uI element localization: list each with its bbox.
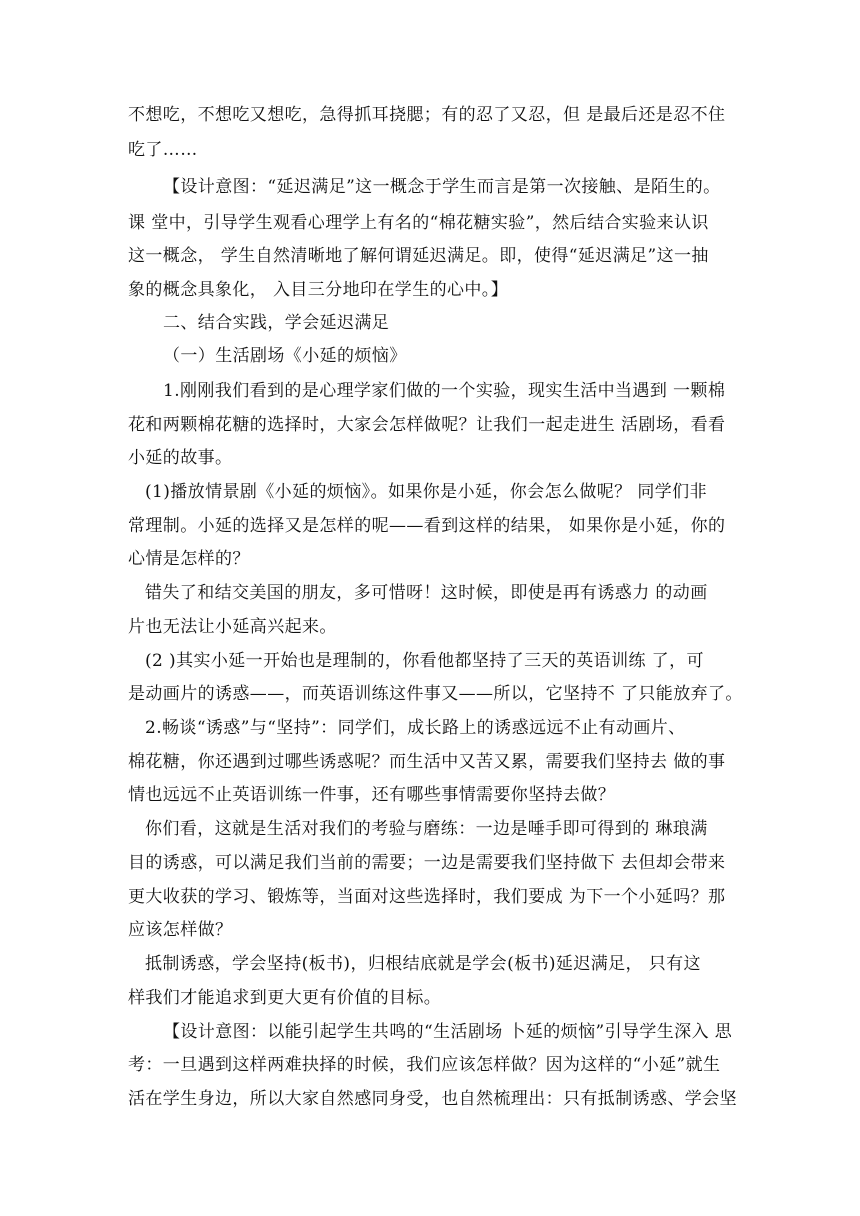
- text-line: 样我们才能追求到更大更有价值的目标。: [128, 988, 442, 1008]
- text-line: 更大收获的学习、锻炼等，当面对这些选择时，我们要成 为下一个小延吗？那: [128, 887, 726, 907]
- text-line: 不想吃，不想吃又想吃，急得抓耳挠腮；有的忍了又忍，但 是最后还是忍不住: [128, 105, 726, 125]
- text-line: 课 堂中，引导学生观看心理学上有名的“棉花糖实验”，然后结合实验来认识: [128, 213, 709, 233]
- text-line: 片也无法让小延高兴起来。: [128, 617, 337, 637]
- text-line: 1.刚刚我们看到的是心理学家们做的一个实验，现实生活中当遇到 一颗棉: [163, 381, 726, 401]
- text-line: 【设计意图：“延迟满足”这一概念于学生而言是第一次接触、是陌生的。: [163, 177, 721, 197]
- text-line: 吃了……: [128, 140, 198, 160]
- text-line: 常理制。小延的选择又是怎样的呢——看到这样的结果， 如果你是小延，你的: [128, 516, 726, 536]
- text-line: 考：一旦遇到这样两难抉择的时候，我们应该怎样做？因为这样的“小延”就生: [128, 1055, 721, 1075]
- subsection-heading: （一）生活剧场《小延的烦恼》: [163, 346, 407, 366]
- text-line: 【设计意图：以能引起学生共鸣的“生活剧场 卜延的烦恼”引导学生深入 思: [163, 1022, 733, 1042]
- text-line: 错失了和结交美国的朋友，多可惜呀！这时候，即使是再有诱惑力 的动画: [145, 583, 708, 603]
- text-line: 活在学生身边，所以大家自然感同身受，也自然梳理出：只有抵制诱惑、学会坚: [128, 1089, 737, 1109]
- text-line: 应该怎样做？: [128, 920, 233, 940]
- text-line: 情也远远不止英语训练一件事，还有哪些事情需要你坚持去做？: [128, 785, 616, 805]
- text-line: (1)播放情景剧《小延的烦恼》。如果你是小延，你会怎么做呢？ 同学们非: [145, 482, 707, 502]
- text-line: 目的诱惑，可以满足我们当前的需要；一边是需要我们坚持做下 去但却会带来: [128, 853, 726, 873]
- text-line: 抵制诱惑，学会坚持(板书)，归根结底就是学会(板书)延迟满足， 只有这: [145, 954, 701, 974]
- section-heading: 二、结合实践，学会延迟满足: [163, 313, 390, 333]
- text-line: 这一概念， 学生自然清晰地了解何谓延迟满足。即，使得“延迟满足”这一抽: [128, 246, 709, 266]
- text-line: 2.畅谈“诱惑”与“坚持”：同学们，成长路上的诱惑远远不止有动画片、: [145, 718, 686, 738]
- text-line: 你们看，这就是生活对我们的考验与磨练：一边是唾手即可得到的 琳琅满: [145, 819, 708, 839]
- text-line: 棉花糖，你还遇到过哪些诱惑呢？而生活中又苦又累，需要我们坚持去 做的事: [128, 752, 726, 772]
- text-line: 心情是怎样的？: [128, 549, 250, 569]
- text-line: 花和两颗棉花糖的选择时，大家会怎样做呢？让我们一起走进生 活剧场，看看: [128, 415, 726, 435]
- text-line: (2 )其实小延一开始也是理制的，你看他都坚持了三天的英语训练 了，可: [145, 651, 704, 671]
- text-line: 象的概念具象化， 入目三分地印在学生的心中。】: [128, 280, 509, 300]
- text-line: 是动画片的诱惑——，而英语训练这件事又——所以，它坚持不 了只能放弃了。: [128, 684, 743, 704]
- text-line: 小延的故事。: [128, 448, 233, 468]
